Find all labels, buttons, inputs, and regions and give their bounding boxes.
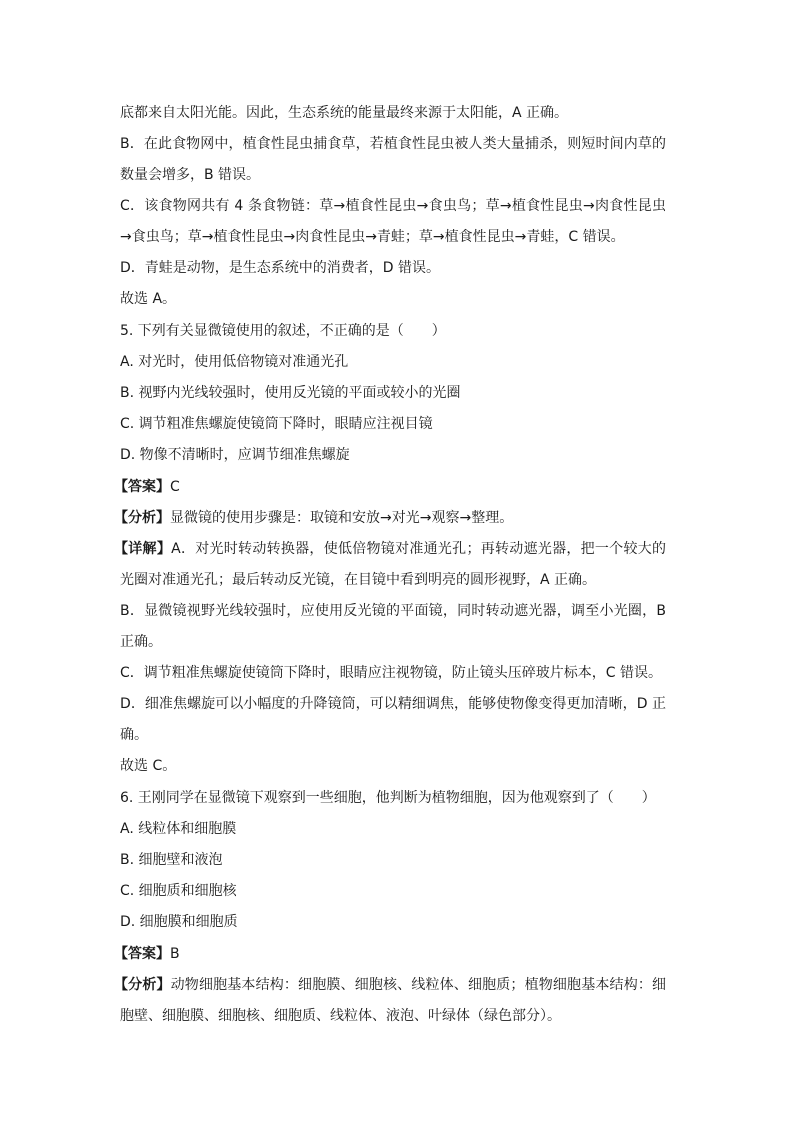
answer-tag: 【答案】 xyxy=(114,946,170,962)
question-6-answer xyxy=(114,944,180,964)
question-6-option-b: B. 细胞壁和液泡 xyxy=(120,852,223,868)
conclusion-line: 故选 A。 xyxy=(120,291,177,307)
question-5-option-d: D. 物像不清晰时，应调节细准焦螺旋 xyxy=(120,447,350,463)
question-5-analysis xyxy=(114,508,513,528)
text-line: 正确。 xyxy=(120,634,162,650)
text-line: C．调节粗准焦螺旋使镜筒下降时，眼睛应注视物镜，防止镜头压碎玻片标本，C 错误。 xyxy=(120,665,662,681)
detail-tag: 【详解】 xyxy=(114,541,172,557)
analysis-tag: 【分析】 xyxy=(114,977,171,993)
analysis-tag: 【分析】 xyxy=(114,510,170,526)
question-6-option-c: C. 细胞质和细胞核 xyxy=(120,883,237,899)
question-6-option-a: A. 线粒体和细胞膜 xyxy=(120,821,237,837)
text-line: →食虫鸟；草→植食性昆虫→肉食性昆虫→青蛙；草→植食性昆虫→青蛙，C 错误。 xyxy=(120,229,625,245)
answer-value: C xyxy=(170,479,180,495)
question-6-analysis xyxy=(114,975,666,995)
detail-text: A．对光时转动转换器，使低倍物镜对准通光孔；再转动遮光器，把一个较大的 xyxy=(171,541,667,557)
text-line: B．显微镜视野光线较强时，应使用反光镜的平面镜，同时转动遮光器，调至小光圈，B xyxy=(120,603,666,619)
analysis-text: 动物细胞基本结构：细胞膜、细胞核、线粒体、细胞质；植物细胞基本结构：细 xyxy=(170,977,667,993)
text-line: D．细准焦螺旋可以小幅度的升降镜筒，可以精细调焦，能够使物像变得更加清晰，D 正 xyxy=(120,696,666,712)
question-5-detail xyxy=(114,539,666,559)
question-5-option-b: B. 视野内光线较强时，使用反光镜的平面或较小的光圈 xyxy=(120,385,461,401)
answer-value: B xyxy=(170,946,180,962)
answer-tag: 【答案】 xyxy=(114,479,170,495)
text-line: C．该食物网共有 4 条食物链：草→植食性昆虫→食虫鸟；草→植食性昆虫→肉食性昆虫 xyxy=(120,198,666,214)
text-line: 数量会增多，B 错误。 xyxy=(120,167,261,183)
question-6-option-d: D. 细胞膜和细胞质 xyxy=(120,914,238,930)
question-5-stem: 5. 下列有关显微镜使用的叙述，不正确的是（ ） xyxy=(120,323,446,339)
conclusion-line: 故选 C。 xyxy=(120,758,177,774)
text-line: 胞壁、细胞膜、细胞核、细胞质、线粒体、液泡、叶绿体（绿色部分）。 xyxy=(120,1008,561,1024)
text-line: D．青蛙是动物，是生态系统中的消费者，D 错误。 xyxy=(120,260,441,276)
text-line: 确。 xyxy=(120,727,148,743)
text-line: 光圈对准通光孔；最后转动反光镜，在目镜中看到明亮的圆形视野，A 正确。 xyxy=(120,572,597,588)
question-5-answer xyxy=(114,477,180,497)
question-5-option-c: C. 调节粗准焦螺旋使镜筒下降时，眼睛应注视目镜 xyxy=(120,416,433,432)
question-5-option-a: A. 对光时，使用低倍物镜对准通光孔 xyxy=(120,354,349,370)
question-6-stem: 6. 王刚同学在显微镜下观察到一些细胞，他判断为植物细胞，因为他观察到了（ ） xyxy=(120,790,656,806)
analysis-text: 显微镜的使用步骤是：取镜和安放→对光→观察→整理。 xyxy=(170,510,514,526)
text-line: 底都来自太阳光能。因此，生态系统的能量最终来源于太阳能，A 正确。 xyxy=(120,105,569,121)
text-line: B．在此食物网中，植食性昆虫捕食草，若植食性昆虫被人类大量捕杀，则短时间内草的 xyxy=(120,136,666,152)
